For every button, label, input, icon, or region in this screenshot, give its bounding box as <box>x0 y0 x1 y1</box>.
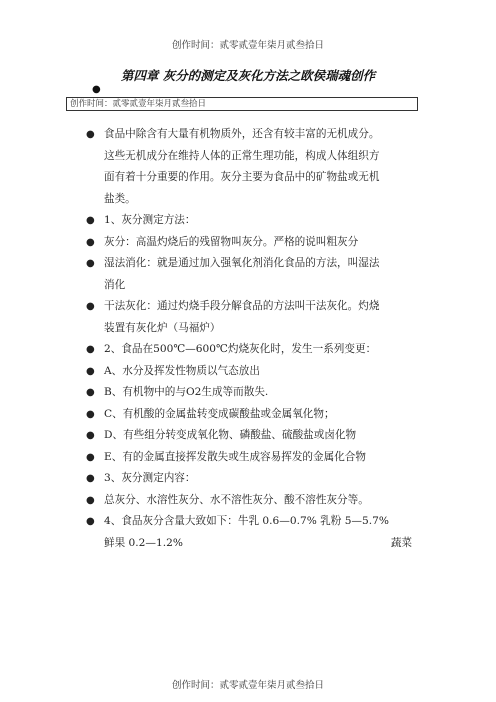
list-item-text: 食品中除含有大量有机物质外，还含有较丰富的无机成分。 <box>104 128 380 140</box>
list-item <box>86 124 416 146</box>
list-item-text: 3、灰分测定内容： <box>104 472 196 484</box>
list-item-text: 灰分：高温灼烧后的残留物叫灰分。严格的说叫粗灰分 <box>104 235 359 248</box>
list-item <box>86 425 416 447</box>
list-item <box>86 339 416 361</box>
list-item-continuation: 盐类。 <box>104 192 136 205</box>
bullet-icon: ● <box>86 215 95 226</box>
list-item-text: 湿法消化：就是通过加入强氧化剂消化食品的方法，叫湿法 <box>104 257 380 269</box>
bullet-icon: ● <box>86 236 95 248</box>
list-item-text: 干法灰化：通过灼烧手段分解食品的方法叫干法灰化。灼烧 <box>104 300 380 312</box>
list-item-text: B、有机物中的与O2生成等而散失. <box>104 386 269 398</box>
bullet-icon: ● <box>86 258 95 269</box>
list-item-continuation <box>86 533 416 555</box>
last-line-right: 蔬菜 <box>390 536 412 549</box>
list-item-continuation: 装置有灰化炉（马福炉） <box>104 321 221 334</box>
bullet-icon: ● <box>86 494 95 506</box>
list-item-continuation: 面有着十分重要的作用。灰分主要为食品中的矿物盐或无机 <box>104 171 380 183</box>
list-item <box>86 232 416 254</box>
bullet-icon: ● <box>86 129 95 140</box>
list-item <box>86 468 416 490</box>
list-item-text: 2、食品在500℃—600℃灼烧灰化时，发生一系列变更： <box>104 343 377 355</box>
list-item-text: D、有些组分转变成氧化物、磷酸盐、硫酸盐或卤化物 <box>104 429 357 441</box>
bullet-icon: ● <box>86 365 95 377</box>
list-item <box>86 361 416 383</box>
bullet-icon: ● <box>86 301 95 312</box>
list-item-text: 4、食品灰分含量大致如下：牛乳 0.6—0.7% 乳粉 5—5.7% <box>104 515 389 527</box>
list-item-continuation: 消化 <box>104 278 126 291</box>
bullet-list <box>86 124 416 554</box>
list-item-text: 总灰分、水溶性灰分、水不溶性灰分、酸不溶性灰分等。 <box>104 493 369 506</box>
list-item <box>86 447 416 469</box>
list-item <box>86 511 416 533</box>
list-item-text: A、水分及挥发性物质以气态放出 <box>104 364 260 377</box>
list-item <box>86 253 416 275</box>
last-line-left: 鲜果 0.2—1.2% <box>104 536 183 549</box>
list-item-continuation: 这些无机成分在维持人体的正常生理功能，构成人体组织方 <box>104 149 380 162</box>
page-header: 创作时间：贰零贰壹年柒月贰叁拾日 <box>171 40 324 51</box>
bullet-icon: ● <box>86 344 95 355</box>
list-item <box>86 404 416 426</box>
list-item-text: C、有机酸的金属盐转变成碳酸盐或金属氧化物； <box>104 407 335 420</box>
list-item-text: 1、灰分测定方法： <box>104 214 196 226</box>
bullet-icon: ● <box>86 387 95 398</box>
list-item <box>86 296 416 318</box>
bullet-icon: ● <box>92 84 101 95</box>
list-item-text: E、有的金属直接挥发散失或生成容易挥发的金属化合物 <box>104 450 366 463</box>
list-item <box>86 490 416 512</box>
bullet-icon: ● <box>86 473 95 484</box>
bullet-icon: ● <box>86 451 95 463</box>
list-item <box>86 382 416 404</box>
page-footer: 创作时间：贰零贰壹年柒月贰叁拾日 <box>171 680 324 691</box>
bullet-icon: ● <box>86 408 95 420</box>
bullet-icon: ● <box>86 516 95 527</box>
document-title: 第四章 灰分的测定及灰化方法之欧侯瑞魂创作 <box>120 68 376 83</box>
boxed-creation-time: 创作时间：贰零贰壹年柒月贰叁拾日 <box>66 97 418 111</box>
list-item <box>86 210 416 232</box>
bullet-icon: ● <box>86 430 95 441</box>
